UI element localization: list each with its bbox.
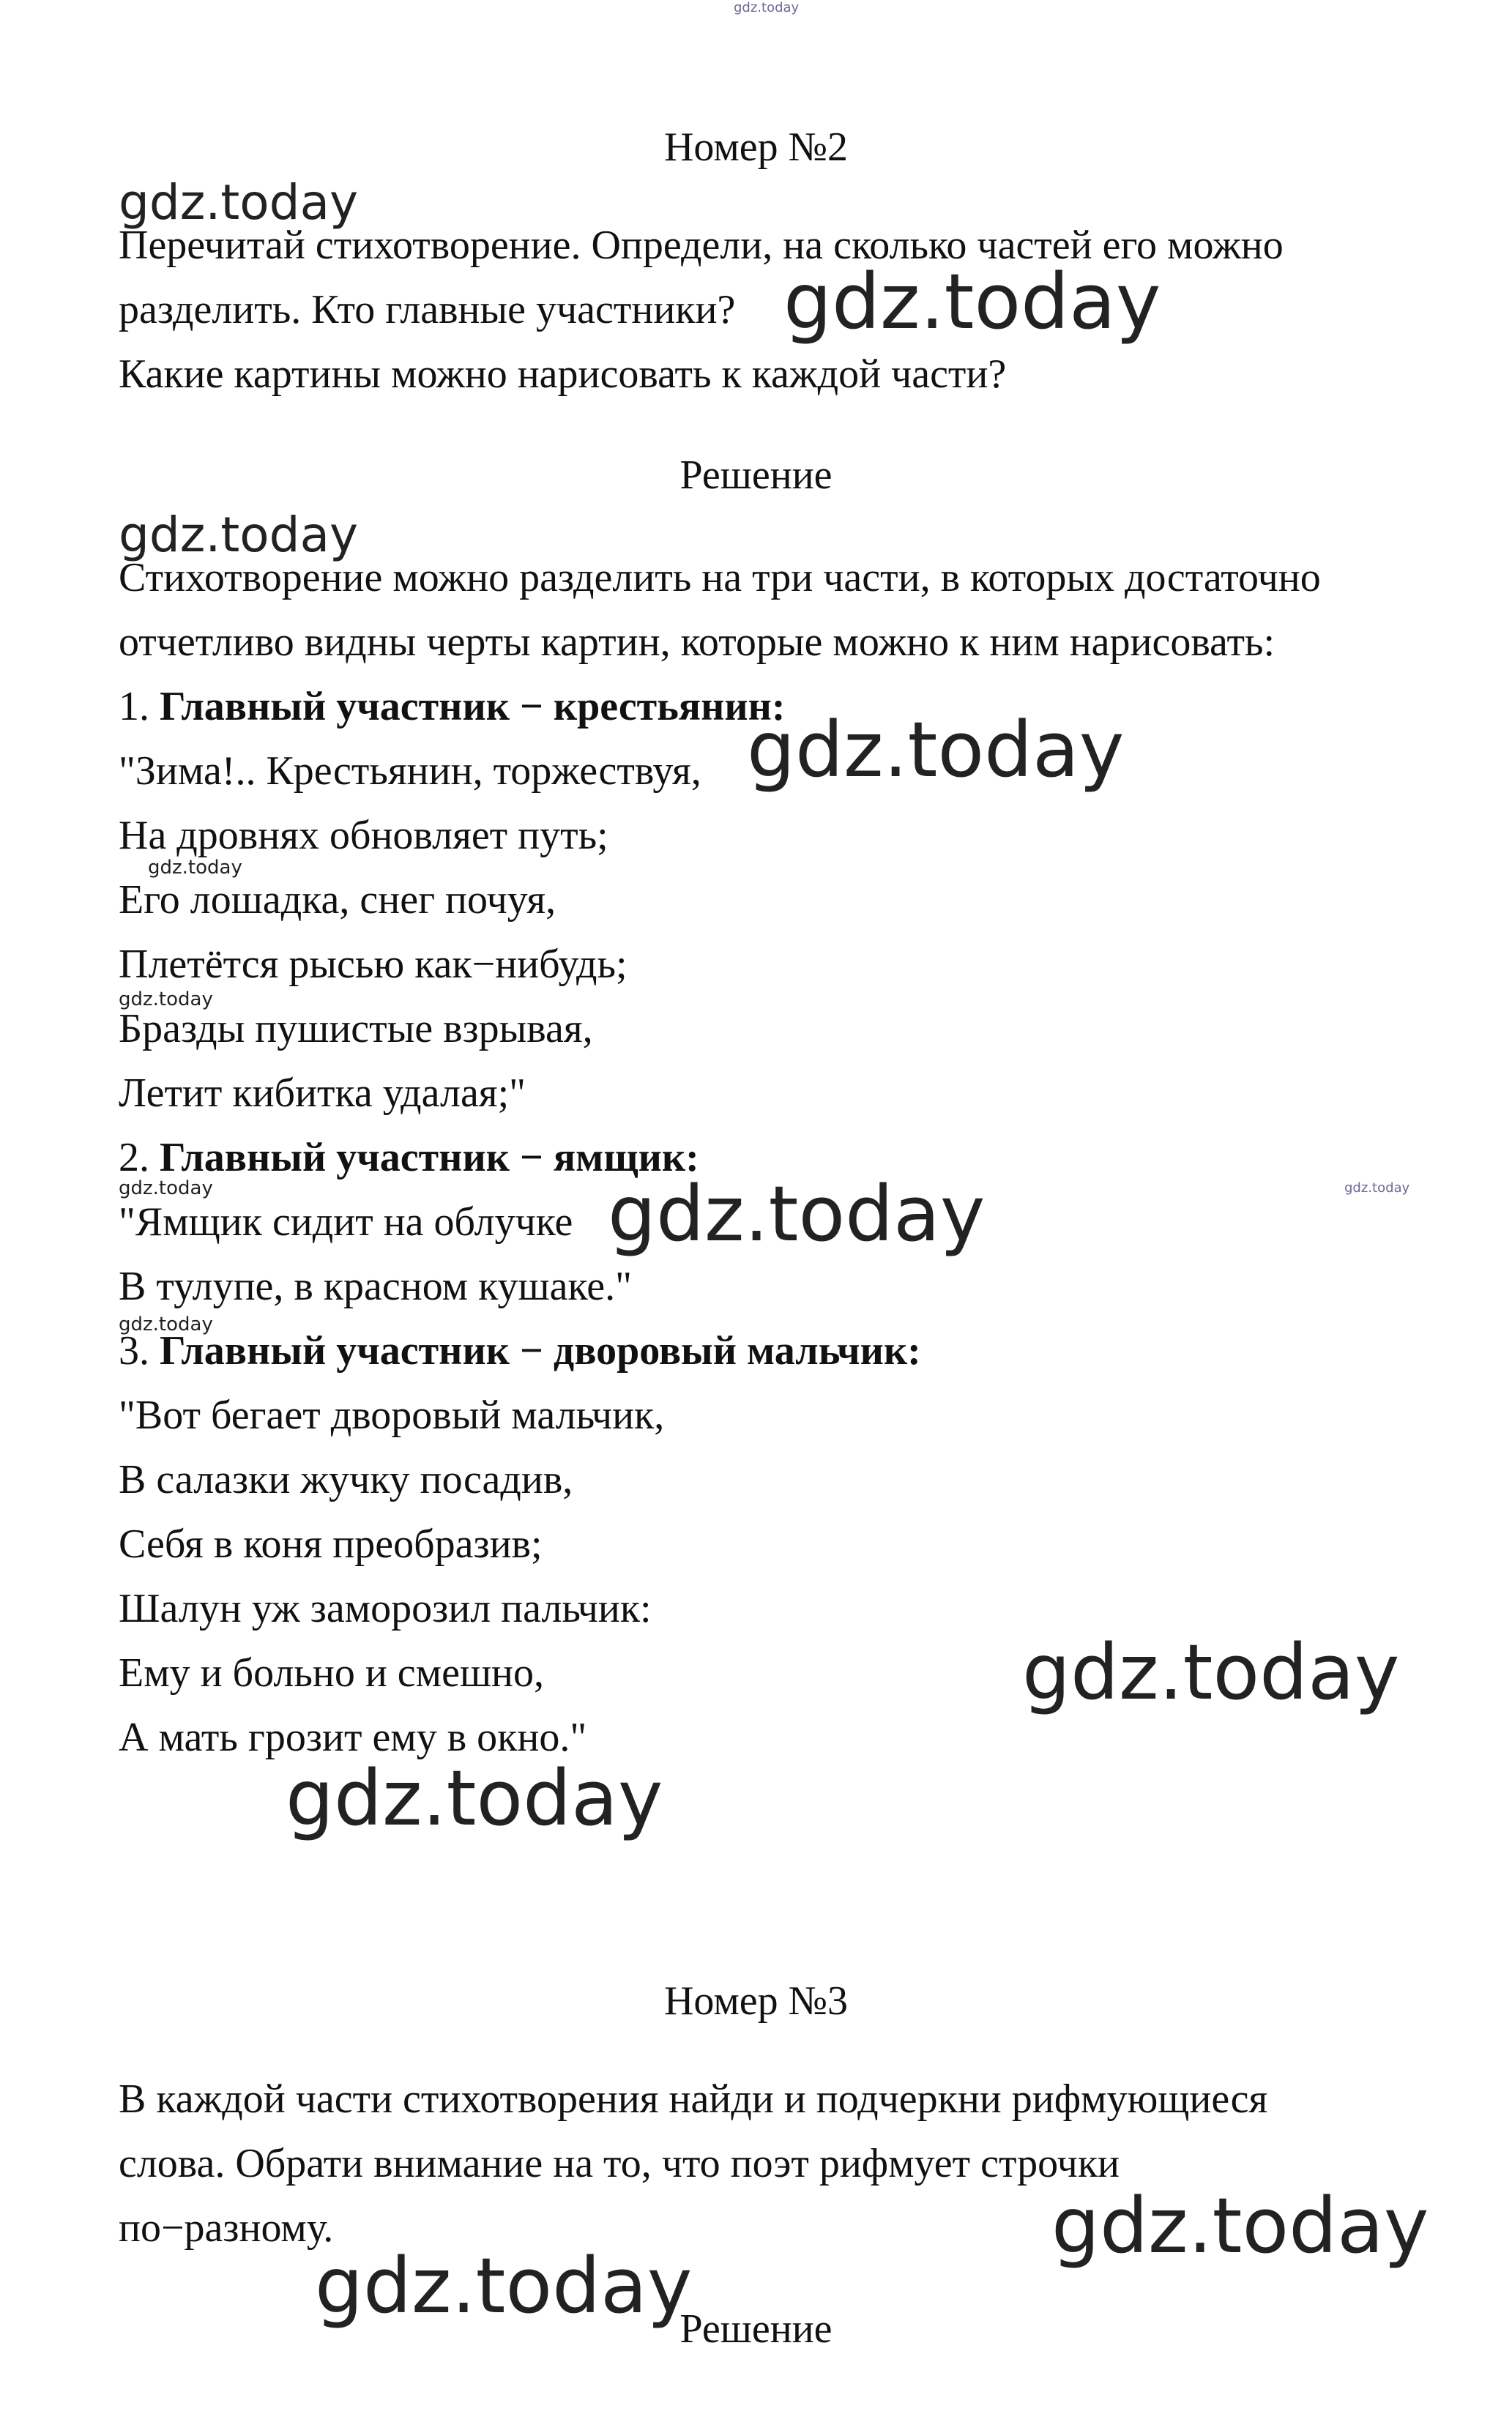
task2-question-line: Перечитай стихотворение. Определи, на сколько частей его можно: [119, 223, 1284, 268]
watermark-top: gdz.today: [734, 0, 800, 15]
watermark: gdz.today: [119, 1314, 213, 1335]
poem-line: "Вот бегает дворовый мальчик,: [119, 1393, 665, 1438]
part-heading-text: Главный участник − ямщик:: [160, 1135, 699, 1180]
task3-title: Номер №3: [663, 1978, 849, 2024]
part-heading: [119, 1327, 921, 1375]
task2-title: Номер №2: [663, 124, 849, 170]
part-heading: [119, 1133, 699, 1182]
watermark: gdz.today: [148, 857, 242, 879]
task2-solution-title: Решение: [679, 452, 833, 498]
watermark: gdz.today: [119, 988, 213, 1010]
task2-question-line: Какие картины можно нарисовать к каждой части?: [119, 351, 1007, 397]
part-number: 1.: [119, 684, 149, 729]
watermark: gdz.today: [747, 705, 1125, 794]
watermark: gdz.today: [608, 1169, 986, 1259]
watermark: gdz.today: [1051, 2181, 1429, 2270]
poem-line: Себя в коня преобразив;: [119, 1521, 543, 1567]
part-number: 2.: [119, 1135, 149, 1180]
poem-line: В тулупе, в красном кушаке.": [119, 1264, 633, 1309]
part-heading-text: Главный участник − дворовый мальчик:: [160, 1328, 921, 1374]
part-number: 3.: [119, 1328, 149, 1374]
part-heading-text: Главный участник − крестьянин:: [160, 684, 786, 729]
poem-line: "Ямщик сидит на облучке: [119, 1199, 573, 1245]
poem-line: "Зима!.. Крестьянин, торжествуя,: [119, 748, 701, 794]
watermark: gdz.today: [119, 507, 359, 563]
task3-question-line: по−разному.: [119, 2205, 334, 2251]
poem-line: На дровнях обновляет путь;: [119, 813, 608, 858]
watermark: gdz.today: [783, 257, 1161, 346]
task3-question-line: слова. Обрати внимание на то, что поэт рифмует строчки: [119, 2141, 1120, 2186]
watermark: gdz.today: [1022, 1628, 1400, 1717]
watermark: gdz.today: [119, 1177, 213, 1199]
task3-solution-title: Решение: [679, 2306, 833, 2352]
part-heading: [119, 682, 786, 731]
poem-line: Шалун уж заморозил пальчик:: [119, 1586, 652, 1631]
poem-line: Ему и больно и смешно,: [119, 1650, 545, 1696]
watermark: gdz.today: [315, 2241, 693, 2330]
poem-line: Его лошадка, снег почуя,: [119, 877, 556, 923]
poem-line: А мать грозит ему в окно.": [119, 1715, 587, 1760]
watermark: gdz.today: [286, 1754, 663, 1843]
watermark: gdz.today: [1344, 1180, 1410, 1196]
watermark: gdz.today: [119, 174, 359, 231]
task3-question-line: В каждой части стихотворения найди и подчеркни рифмующиеся: [119, 2076, 1268, 2122]
solution-intro-line: Стихотворение можно разделить на три части, в которых достаточно: [119, 555, 1321, 600]
poem-line: Летит кибитка удалая;": [119, 1070, 526, 1116]
poem-line: В салазки жучку посадив,: [119, 1457, 573, 1502]
poem-line: Плетётся рысью как−нибудь;: [119, 942, 627, 987]
poem-line: Бразды пушистые взрывая,: [119, 1006, 593, 1051]
task2-question-line: разделить. Кто главные участники?: [119, 287, 736, 332]
solution-intro-line: отчетливо видны черты картин, которые можно к ним нарисовать:: [119, 619, 1275, 665]
